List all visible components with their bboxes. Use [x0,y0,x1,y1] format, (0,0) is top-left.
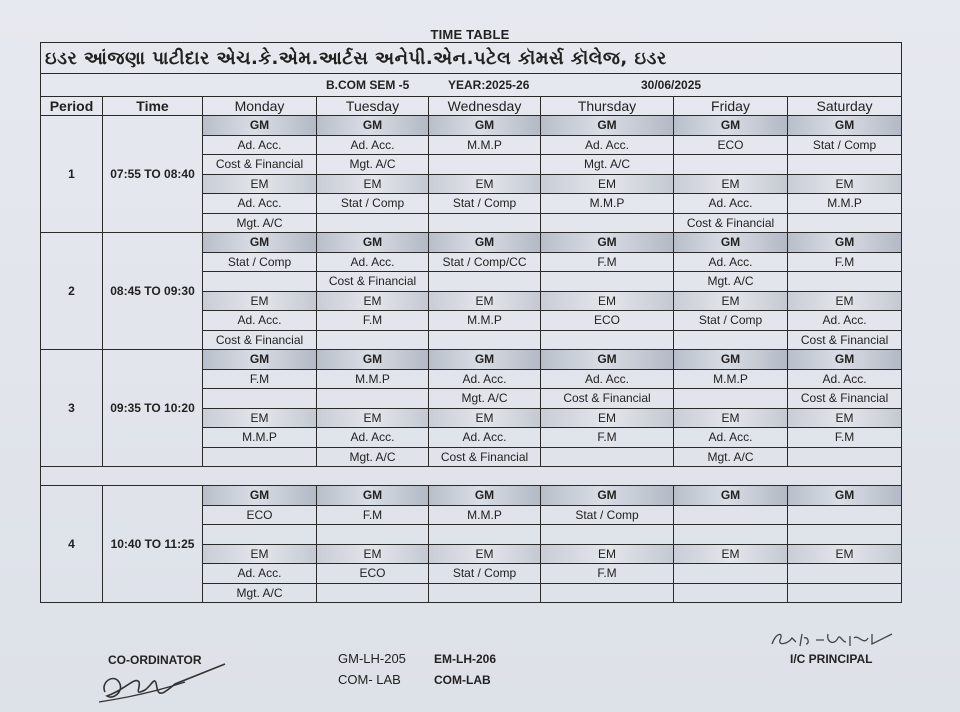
subject-cell: Stat / Comp [317,194,429,214]
gm-label-cell: GM [203,233,317,253]
subject-cell: M.M.P [429,311,541,331]
period-number: 2 [41,233,103,350]
subject-cell: F.M [541,428,674,448]
coordinator-label: CO-ORDINATOR [108,653,202,667]
period-time: 09:35 TO 10:20 [103,350,203,467]
subject-cell [203,389,317,409]
subject-cell: Ad. Acc. [317,135,429,155]
em-label-cell: EM [541,408,674,428]
em-label-cell: EM [203,174,317,194]
period-number: 4 [41,486,103,603]
table-row [41,486,902,506]
subject-cell: Mgt. A/C [203,213,317,233]
period-time: 10:40 TO 11:25 [103,486,203,603]
table-row [41,116,902,136]
subject-cell [541,213,674,233]
subject-cell: Cost & Financial [788,330,902,350]
gm-label-cell: GM [541,486,674,506]
subject-cell: Cost & Financial [788,389,902,409]
subject-cell [541,272,674,292]
subject-cell: F.M [788,252,902,272]
em-label-cell: EM [788,408,902,428]
em-label-cell: EM [317,291,429,311]
subject-cell [788,447,902,467]
subject-cell [541,583,674,603]
gm-label-cell: GM [674,233,788,253]
em-label-cell: EM [317,174,429,194]
subject-cell: Mgt. A/C [203,583,317,603]
subject-cell: F.M [788,428,902,448]
subject-cell [317,525,429,545]
subject-cell [429,155,541,175]
subject-cell [788,272,902,292]
subject-cell: Stat / Comp [429,564,541,584]
gm-room-label: GM-LH-205 [338,651,406,666]
period-time: 07:55 TO 08:40 [103,116,203,233]
em-room-label: EM-LH-206 [434,652,497,666]
subject-cell [788,155,902,175]
gm-label-cell: GM [674,486,788,506]
subject-cell [317,330,429,350]
gm-label-cell: GM [541,233,674,253]
subject-cell: F.M [541,564,674,584]
subject-cell: M.M.P [541,194,674,214]
em-label-cell: EM [429,291,541,311]
subject-cell [317,389,429,409]
gm-label-cell: GM [203,116,317,136]
gm-lab-label: COM- LAB [338,672,401,687]
year-label: YEAR:2025-26 [448,78,530,92]
college-name: ઇડર આંજણા પાટીદાર એચ.કે.એમ.આર્ટસ અનેપી.એન.પટેલ કૉમર્સ કૉલેજ, ઇડર [41,43,902,74]
subject-cell: Ad. Acc. [429,428,541,448]
subject-cell [203,447,317,467]
header-row [41,97,902,116]
gm-label-cell: GM [317,116,429,136]
header-period: Period [41,97,103,116]
header-day: Tuesday [317,97,429,116]
subject-cell [429,213,541,233]
course-info-row [41,74,902,97]
subject-cell: Cost & Financial [429,447,541,467]
em-label-cell: EM [674,408,788,428]
em-label-cell: EM [541,174,674,194]
subject-cell: F.M [317,505,429,525]
em-label-cell: EM [203,408,317,428]
subject-cell: ECO [674,135,788,155]
subject-cell: Stat / Comp [788,135,902,155]
header-day: Monday [203,97,317,116]
subject-cell: Ad. Acc. [203,194,317,214]
gm-label-cell: GM [788,350,902,370]
gm-label-cell: GM [317,486,429,506]
gm-label-cell: GM [203,486,317,506]
em-label-cell: EM [674,291,788,311]
header-time: Time [103,97,203,116]
gm-label-cell: GM [429,233,541,253]
subject-cell: Stat / Comp [203,252,317,272]
period-time: 08:45 TO 09:30 [103,233,203,350]
subject-cell: Ad. Acc. [788,369,902,389]
subject-cell: Cost & Financial [317,272,429,292]
subject-cell: Stat / Comp [429,194,541,214]
gm-label-cell: GM [429,350,541,370]
subject-cell: Ad. Acc. [788,311,902,331]
subject-cell [674,583,788,603]
em-label-cell: EM [788,544,902,564]
em-label-cell: EM [541,291,674,311]
subject-cell [203,525,317,545]
subject-cell: Ad. Acc. [541,135,674,155]
timetable [40,42,902,603]
em-label-cell: EM [541,544,674,564]
subject-cell: Ad. Acc. [541,369,674,389]
subject-cell: Mgt. A/C [674,447,788,467]
subject-cell: Mgt. A/C [541,155,674,175]
principal-label: I/C PRINCIPAL [790,652,873,666]
subject-cell: Ad. Acc. [674,252,788,272]
subject-cell [429,583,541,603]
subject-cell: F.M [317,311,429,331]
subject-cell [674,330,788,350]
subject-cell: F.M [541,252,674,272]
em-label-cell: EM [429,544,541,564]
subject-cell [674,155,788,175]
subject-cell [674,389,788,409]
subject-cell: M.M.P [317,369,429,389]
gm-label-cell: GM [788,233,902,253]
subject-cell [541,330,674,350]
subject-cell [674,525,788,545]
subject-cell [541,447,674,467]
subject-cell [541,525,674,545]
header-day: Thursday [541,97,674,116]
gm-label-cell: GM [674,116,788,136]
date-label: 30/06/2025 [641,78,702,92]
subject-cell: M.M.P [674,369,788,389]
subject-cell: ECO [203,505,317,525]
subject-cell [317,213,429,233]
gm-label-cell: GM [317,233,429,253]
em-lab-label: COM-LAB [434,673,491,687]
subject-cell: Mgt. A/C [429,389,541,409]
em-label-cell: EM [674,174,788,194]
subject-cell: M.M.P [429,135,541,155]
period-number: 1 [41,116,103,233]
subject-cell: Ad. Acc. [317,428,429,448]
gm-label-cell: GM [788,116,902,136]
subject-cell: Stat / Comp [541,505,674,525]
gm-label-cell: GM [203,350,317,370]
subject-cell: Ad. Acc. [317,252,429,272]
subject-cell [429,330,541,350]
subject-cell: Ad. Acc. [674,194,788,214]
subject-cell [674,564,788,584]
table-row [41,233,902,253]
subject-cell: ECO [541,311,674,331]
em-label-cell: EM [429,408,541,428]
subject-cell: F.M [203,369,317,389]
subject-cell [203,272,317,292]
subject-cell: Stat / Comp [674,311,788,331]
subject-cell [788,525,902,545]
gm-label-cell: GM [429,486,541,506]
em-label-cell: EM [674,544,788,564]
coordinator-signature-image [95,662,235,708]
gm-label-cell: GM [674,350,788,370]
header-day: Wednesday [429,97,541,116]
em-label-cell: EM [317,544,429,564]
subject-cell: Ad. Acc. [674,428,788,448]
subject-cell: Ad. Acc. [203,135,317,155]
subject-cell: Mgt. A/C [317,447,429,467]
subject-cell [317,583,429,603]
subject-cell [429,272,541,292]
subject-cell: Mgt. A/C [317,155,429,175]
subject-cell [788,583,902,603]
em-label-cell: EM [788,291,902,311]
gm-label-cell: GM [317,350,429,370]
header-day: Saturday [788,97,902,116]
subject-cell: Cost & Financial [203,330,317,350]
subject-cell: ECO [317,564,429,584]
subject-cell: Ad. Acc. [203,564,317,584]
course-label: B.COM SEM -5 [326,78,410,92]
subject-cell [674,505,788,525]
subject-cell [788,213,902,233]
subject-cell: Ad. Acc. [429,369,541,389]
em-label-cell: EM [429,174,541,194]
period-number: 3 [41,350,103,467]
gm-label-cell: GM [541,350,674,370]
subject-cell: Cost & Financial [674,213,788,233]
subject-cell: Stat / Comp/CC [429,252,541,272]
em-label-cell: EM [317,408,429,428]
gm-label-cell: GM [541,116,674,136]
em-label-cell: EM [203,544,317,564]
gm-label-cell: GM [429,116,541,136]
em-label-cell: EM [788,174,902,194]
subject-cell [788,505,902,525]
subject-cell: Cost & Financial [541,389,674,409]
subject-cell: M.M.P [788,194,902,214]
subject-cell: M.M.P [429,505,541,525]
em-label-cell: EM [203,291,317,311]
subject-cell [429,525,541,545]
break-cell [41,467,902,486]
break-row [41,467,902,486]
subject-cell: Cost & Financial [203,155,317,175]
header-day: Friday [674,97,788,116]
subject-cell [788,564,902,584]
subject-cell: Ad. Acc. [203,311,317,331]
subject-cell: M.M.P [203,428,317,448]
document-title: TIME TABLE [430,27,510,42]
principal-signature-image [768,628,898,650]
subject-cell: Mgt. A/C [674,272,788,292]
gm-label-cell: GM [788,486,902,506]
table-row [41,350,902,370]
